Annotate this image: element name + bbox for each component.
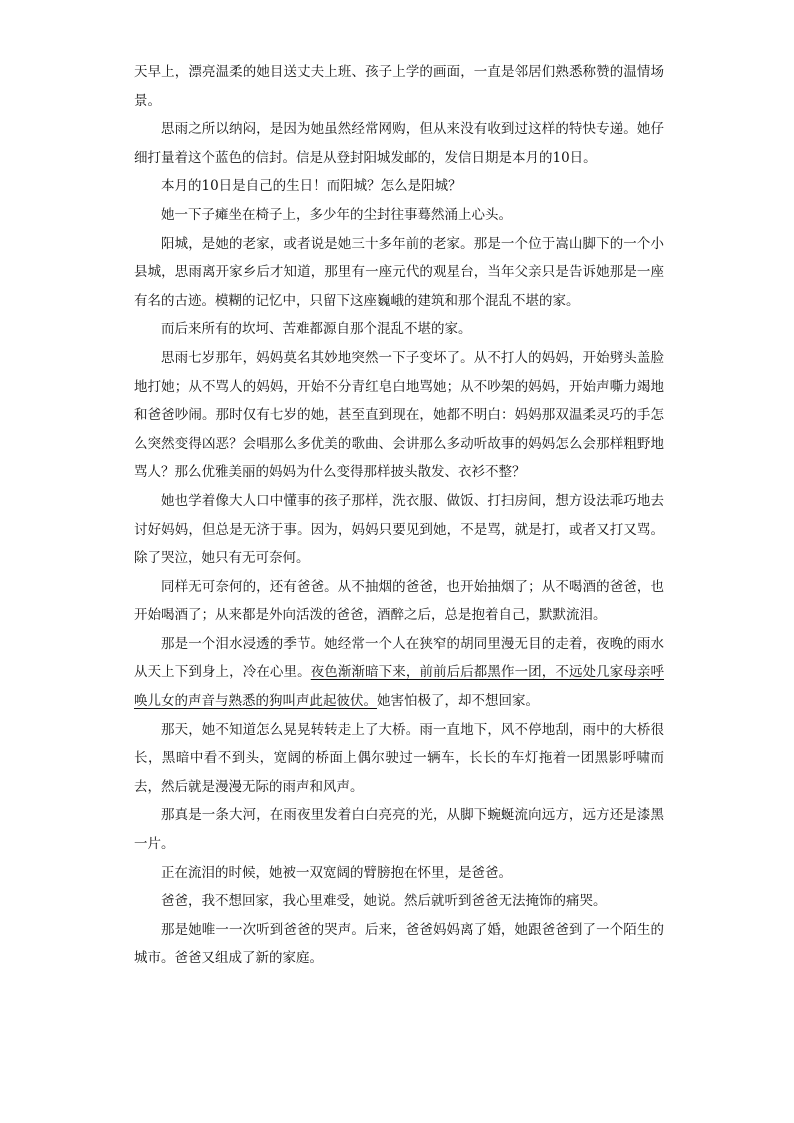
paragraph-6: 而后来所有的坎坷、苦难都源自那个混乱不堪的家。 [161,321,472,338]
paragraph-8: 她也学着像大人口中懂事的孩子那样，洗衣服、做饭、打扫房间，想方设法乖巧地去讨好妈妈，但总是无济于事。因为，妈妈只要见到她，不是骂，就是打，或者又打又骂。除了哭泣，她只有无可奈何。 [134,492,664,567]
paragraph-10-before: 那是一个泪水浸透的季节。她经常一个人在狭窄的胡同里漫无目的走着，夜晚的雨水从天上下到身上，冷在心里。 [134,635,664,681]
paragraph-11: 那天，她不知道怎么晃晃转转走上了大桥。雨一直地下，风不停地刮，雨中的大桥很长，黑暗中看不到头，宽阔的桥面上偶尔驶过一辆车，长长的车灯拖着一团黑影呼啸而去，然后就是漫漫无际的雨声和风声。 [134,721,664,795]
paragraph-14: 爸爸，我不想回家，我心里难受，她说。然后就听到爸爸无法掩饰的痛哭。 [161,893,607,910]
paragraph-5: 阳城，是她的老家，或者说是她三十多年前的老家。那是一个位于嵩山脚下的一个小县城，思雨离开家乡后才知道，那里有一座元代的观星台，当年父亲只是告诉她那是一座有名的古迹。模糊的记忆中，只留下这座巍峨的建筑和那个混乱不堪的家。 [134,235,664,309]
paragraph-7: 思雨七岁那年，妈妈莫名其妙地突然一下子变坏了。从不打人的妈妈，开始劈头盖脸地打她；从不骂人的妈妈，开始不分青红皂白地骂她；从不吵架的妈妈，开始声嘶力竭地和爸爸吵闹。那时仅有七岁的她，甚至直到现在，她都不明白：妈妈那双温柔灵巧的手怎么突然变得凶恶？会唱那么多优美的歌曲、会讲那么多动听故事的妈妈怎么会那样粗野地骂人？那么优雅美丽的妈妈为什么变得那样披头散发、衣衫不整？ [134,349,664,481]
paragraph-1: 天早上，漂亮温柔的她目送丈夫上班、孩子上学的画面，一直是邻居们熟悉称赞的温情场景。 [134,64,664,109]
paragraph-12: 那真是一条大河，在雨夜里发着白白亮亮的光，从脚下蜿蜒流向远方，远方还是漆黑一片。 [134,807,664,853]
paragraph-3: 本月的10日是自己的生日！而阳城？怎么是阳城？ [161,178,462,195]
paragraph-4: 她一下子瘫坐在椅子上，多少年的尘封往事蓦然涌上心头。 [161,206,512,223]
paragraph-2: 思雨之所以纳闷，是因为她虽然经常网购，但从来没有收到过这样的特快专递。她仔细打量着这个蓝色的信封。信是从登封阳城发邮的，发信日期是本月的10日。 [134,121,664,166]
underlined-sentence: 夜色渐渐暗下来，前前后后都黑作一团，不远处几家母亲呼唤儿女的声音与熟悉的狗叫声此起彼伏。 [134,664,665,710]
paragraph-13: 正在流泪的时候，她被一双宽阔的臂膀抱在怀里，是爸爸。 [161,864,512,881]
paragraph-9: 同样无可奈何的，还有爸爸。从不抽烟的爸爸，也开始抽烟了；从不喝酒的爸爸，也开始喝酒了；从来都是外向活泼的爸爸，酒醉之后，总是抱着自己，默默流泪。 [134,578,664,624]
body-text [134,58,664,973]
paragraph-10 [134,630,664,716]
paragraph-10-after: 她害怕极了，却不想回家。 [377,693,539,710]
paragraph-15: 那是她唯一一次听到爸爸的哭声。后来，爸爸妈妈离了婚，她跟爸爸到了一个陌生的城市。爸爸又组成了新的家庭。 [134,921,664,967]
